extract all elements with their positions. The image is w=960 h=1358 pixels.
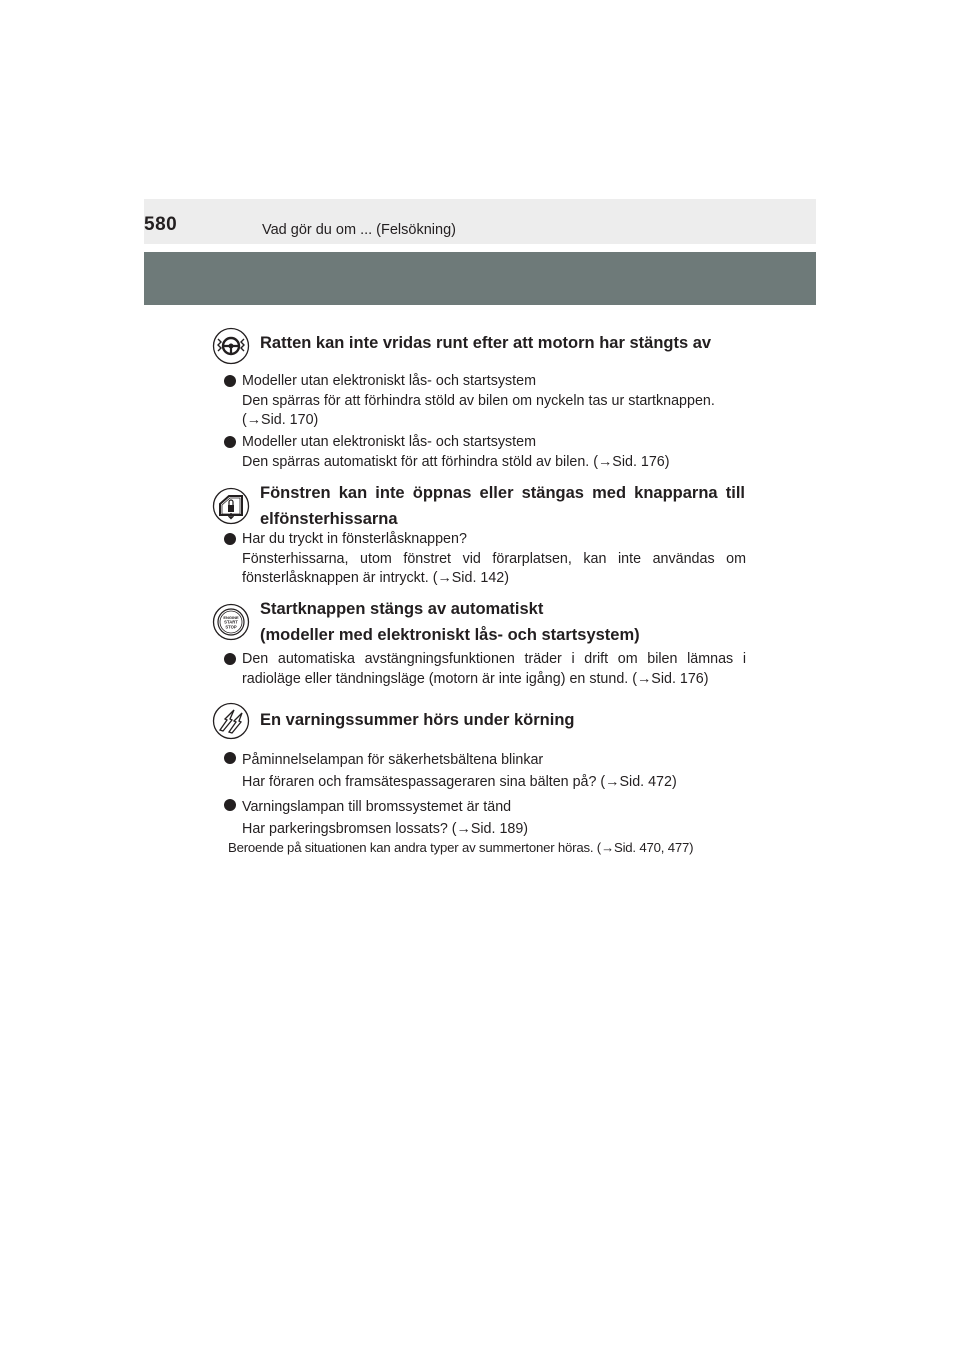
section-title-start-button [260,596,745,648]
bullet-line: Den automatiska avstängningsfunktionen träder i drift om bilen lämnas i [242,651,746,667]
bullet-line: Modeller utan elektroniskt lås- och startsystem [242,373,536,389]
steering-lock-icon [212,327,250,365]
bullet-line: Har du tryckt in fönsterlåsknappen? [242,531,467,547]
section-title-line: (modeller med elektroniskt lås- och startsystem) [260,626,640,644]
section-title-line: elfönsterhissarna [260,510,398,528]
bullet-line: Har parkeringsbromsen lossats? (→Sid. 189) [242,821,529,837]
footnote: Beroende på situationen kan andra typer av summertoner höras. (→Sid. 470, 477) [228,840,694,855]
engine-start-stop-icon [212,603,250,641]
icon-label: STOP [225,624,237,630]
section-band [144,252,816,305]
window-lock-icon [212,487,250,525]
bullet-icon [224,752,236,764]
list-item [224,650,746,689]
bullet-line: fönsterlåsknappen är intryckt. (→Sid. 142) [242,570,509,586]
bullet-line: Modeller utan elektroniskt lås- och startsystem [242,434,536,450]
section-title-windows [260,480,745,532]
header-title: Vad gör du om ... (Felsökning) [262,222,456,238]
bullet-line: Har föraren och framsätespassageraren sina bälten på? (→Sid. 472) [242,774,677,790]
bullet-line: Den spärras för att förhindra stöld av bilen om nyckeln tas ur startknappen. [242,392,715,409]
list-item [224,796,746,840]
bullet-icon [224,533,236,545]
bullet-line: Påminnelselampan för säkerhetsbältena blinkar [242,752,544,768]
header-bar [144,199,816,244]
list-item [224,530,746,589]
icon-label: ENGINE [223,614,239,620]
page-number: 580 [144,214,178,235]
section-title-line: Startknappen stängs av automatiskt [260,600,544,618]
bullet-icon [224,799,236,811]
bullet-icon [224,436,236,448]
list-item [224,749,746,793]
bullet-line: Varningslampan till bromssystemet är tänd [242,799,512,815]
bullet-line: (→Sid. 170) [242,412,319,428]
list-item [224,372,746,431]
icon-label: START [224,619,238,625]
section-title-buzzer: En varningssummer hörs under körning [260,711,575,729]
bullet-line: radioläge eller tändningsläge (motorn är inte igång) en stund. (→Sid. 176) [242,670,709,687]
bullet-line: Fönsterhissarna, utom fönstret vid förarplatsen, kan inte användas om [242,550,746,567]
list-item [224,433,746,472]
warning-buzzer-icon [212,702,250,740]
section-title-steering: Ratten kan inte vridas runt efter att motorn har stängts av [260,334,712,352]
bullet-line: Den spärras automatiskt för att förhindra stöld av bilen. (→Sid. 176) [242,453,670,470]
section-title-line: Fönstren kan inte öppnas eller stängas med knapparna till [260,484,745,502]
bullet-icon [224,653,236,665]
bullet-icon [224,375,236,387]
